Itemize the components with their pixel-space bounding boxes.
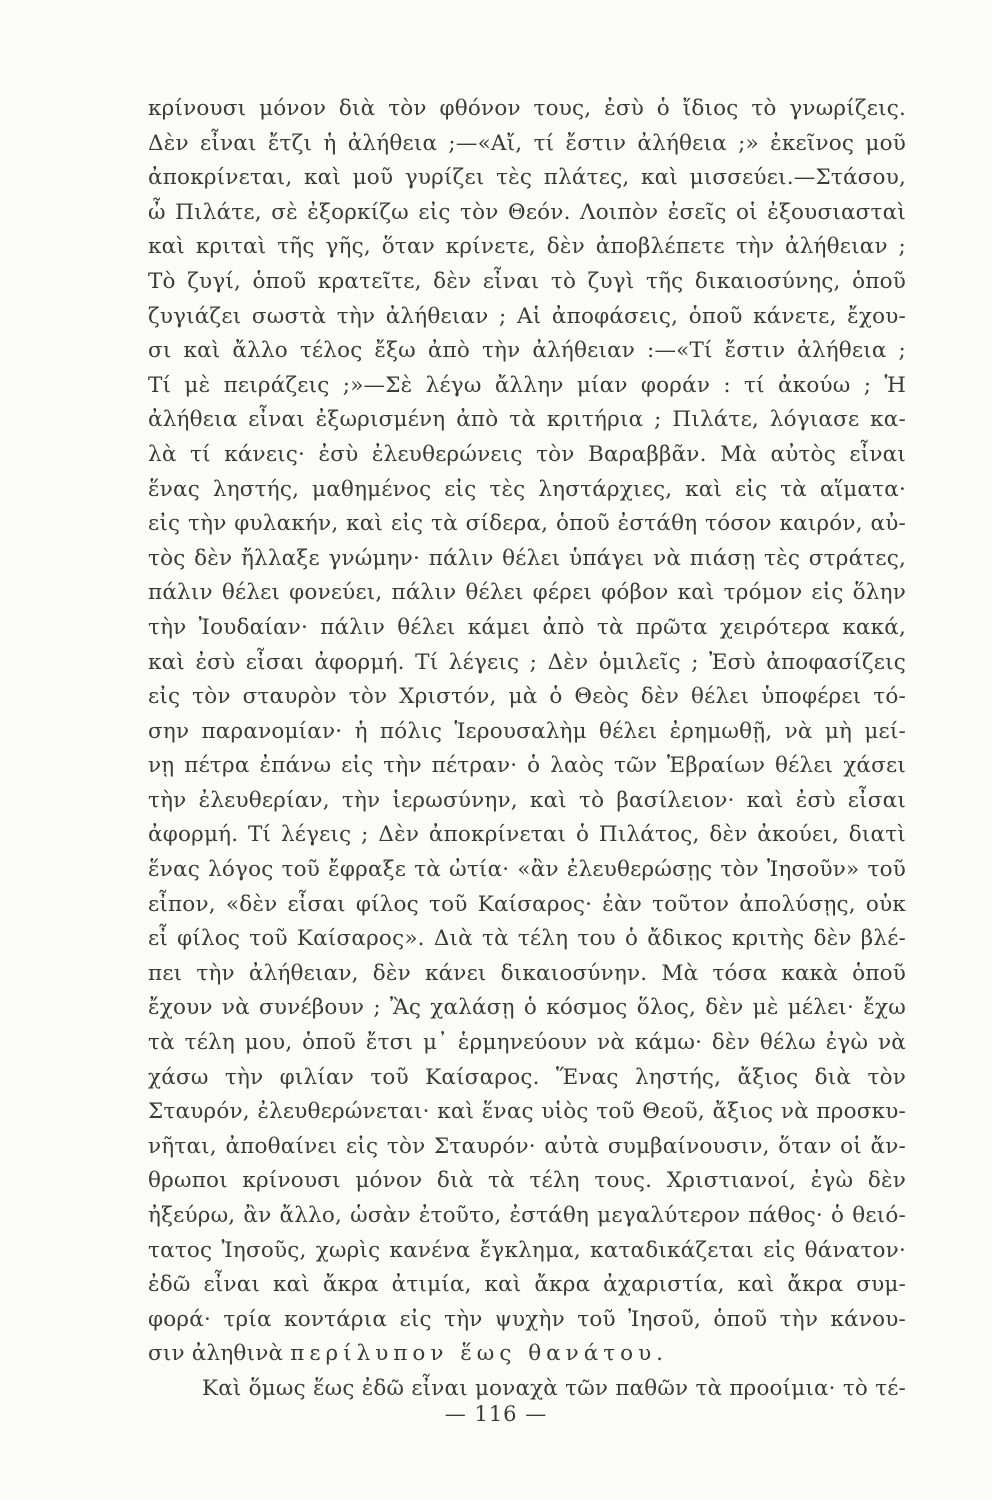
text-line: ζυγιάζει σωστὰ τὴν ἀλήθειαν ; Αἱ ἀποφάσεις, ὁποῦ κάνετε, ἔχου- [148,303,906,329]
text-line-new-paragraph: Καὶ ὅμως ἕως ἐδῶ εἶναι μοναχὰ τῶν παθῶν τὰ προοίμια· τὸ τέ- [202,1375,906,1401]
text-line: σι καὶ ἄλλο τέλος ἔξω ἀπὸ τὴν ἀλήθειαν :—«Τί ἔστιν ἀλήθεια ; [148,338,906,364]
text-line: νῃ πέτρα ἐπάνω εἰς τὴν πέτραν· ὁ λαὸς τῶν Ἑβραίων θέλει χάσει [148,753,906,779]
text-line: πάλιν θέλει φονεύει, πάλιν θέλει φέρει φόβον καὶ τρόμον εἰς ὅλην [148,580,906,606]
text-line: χάσω τὴν φιλίαν τοῦ Καίσαρος. Ἕνας ληστής, ἄξιος διὰ τὸν [148,1064,906,1090]
text-line: Δὲν εἶναι ἔτζι ἡ ἀλήθεια ;—«Αἴ, τί ἔστιν ἀλήθεια ;» ἐκεῖνος μοῦ [148,130,906,156]
text-line: ὦ Πιλάτε, σὲ ἐξορκίζω εἰς τὸν Θεόν. Λοιπὸν ἐσεῖς οἱ ἐξουσιασταὶ [148,199,906,225]
text-line: πει τὴν ἀλήθειαν, δὲν κάνει δικαιοσύνην. Μὰ τόσα κακὰ ὁποῦ [148,960,906,986]
text-line: ἕνας λόγος τοῦ ἔφραξε τὰ ὠτία· «ἂν ἐλευθερώσῃς τὸν Ἰησοῦν» τοῦ [148,857,906,883]
text-line: σην παρανομίαν· ἡ πόλις Ἱερουσαλὴμ θέλει ἐρημωθῇ, νὰ μὴ μεί- [148,718,906,744]
text-line: νῆται, ἀποθαίνει εἰς τὸν Σταυρόν· αὐτὰ συμβαίνουσιν, ὅταν οἱ ἄν- [148,1133,906,1159]
text-line: ἕνας ληστής, μαθημένος εἰς τὲς ληστάρχιες, καὶ εἰς τὰ αἵματα· [148,476,906,502]
paragraph-end-text: σιν ἀληθινὰ [148,1341,284,1367]
text-line: ἀφορμή. Τί λέγεις ; Δὲν ἀποκρίνεται ὁ Πιλάτος, δὲν ἀκούει, διατὶ [148,822,906,848]
text-line: εἶπον, «δὲν εἶσαι φίλος τοῦ Καίσαρος· ἐὰν τοῦτον ἀπολύσῃς, οὐκ [148,891,906,917]
text-line: καὶ κριταὶ τῆς γῆς, ὅταν κρίνετε, δὲν ἀποβλέπετε τὴν ἀλήθειαν ; [148,234,906,260]
text-line: ἐδῶ εἶναι καὶ ἄκρα ἀτιμία, καὶ ἄκρα ἀχαριστία, καὶ ἄκρα συμ- [148,1272,906,1298]
text-line: τὴν ἐλευθερίαν, τὴν ἱερωσύνην, καὶ τὸ βασίλειον· καὶ ἐσὺ εἶσαι [148,787,906,813]
text-line: τὸς δὲν ἤλλαξε γνώμην· πάλιν θέλει ὑπάγει νὰ πιάσῃ τὲς στράτες, [148,545,906,571]
text-line: φορά· τρία κοντάρια εἰς τὴν ψυχὴν τοῦ Ἰησοῦ, ὁποῦ τὴν κάνου- [148,1306,906,1332]
text-line: εἶ φίλος τοῦ Καίσαρος». Διὰ τὰ τέλη του ὁ ἄδικος κριτὴς δὲν βλέ- [148,926,906,952]
page-number: — 116 — [444,1402,548,1426]
text-line: Τὸ ζυγί, ὁποῦ κρατεῖτε, δὲν εἶναι τὸ ζυγὶ τῆς δικαιοσύνης, ὁποῦ [148,268,906,294]
spaced-emphasis-text: περίλυπον ἕως θανάτου. [290,1341,669,1367]
text-line: εἰς τὴν φυλακήν, καὶ εἰς τὰ σίδερα, ὁποῦ ἐστάθη τόσον καιρόν, αὐ- [148,511,906,537]
page-body-text [148,92,906,1407]
text-line: εἰς τὸν σταυρὸν τὸν Χριστόν, μὰ ὁ Θεὸς δὲν θέλει ὑποφέρει τό- [148,684,906,710]
text-line: καὶ ἐσὺ εἶσαι ἀφορμή. Τί λέγεις ; Δὲν ὁμιλεῖς ; Ἐσὺ ἀποφασίζεις [148,649,906,675]
text-line: θρωποι κρίνουσι μόνον διὰ τὰ τέλη τους. Χριστιανοί, ἐγὼ δὲν [148,1168,906,1194]
text-line: τὴν Ἰουδαίαν· πάλιν θέλει κάμει ἀπὸ τὰ πρῶτα χειρότερα κακά, [148,614,906,640]
text-line: Σταυρόν, ἐλευθερώνεται· καὶ ἕνας υἱὸς τοῦ Θεοῦ, ἄξιος νὰ προσκυ- [148,1099,906,1125]
text-line: λὰ τί κάνεις· ἐσὺ ἐλευθερώνεις τὸν Βαραββᾶν. Μὰ αὐτὸς εἶναι [148,441,906,467]
text-line: κρίνουσι μόνον διὰ τὸν φθόνον τους, ἐσὺ ὁ ἴδιος τὸ γνωρίζεις. [148,96,906,121]
text-line: ἠξεύρω, ἂν ἄλλο, ὡσὰν ἐτοῦτο, ἐστάθη μεγαλύτερον πάθος· ὁ θειό- [148,1203,906,1228]
text-line: Τί μὲ πειράζεις ;»—Σὲ λέγω ἄλλην μίαν φοράν : τί ἀκούω ; Ἡ [148,372,906,398]
text-line-paragraph-end [148,1337,906,1372]
text-line: ἀλήθεια εἶναι ἐξωρισμένη ἀπὸ τὰ κριτήρια ; Πιλάτε, λόγιασε κα- [148,407,906,433]
text-line: τατος Ἰησοῦς, χωρὶς κανένα ἔγκλημα, καταδικάζεται εἰς θάνατον· [148,1237,906,1263]
text-line: τὰ τέλη μου, ὁποῦ ἔτσι μ᾽ ἑρμηνεύουν νὰ κάμω· δὲν θέλω ἐγὼ νὰ [148,1030,906,1056]
text-line: ἔχουν νὰ συνέβουν ; Ἂς χαλάσῃ ὁ κόσμος ὅλος, δὲν μὲ μέλει· ἔχω [148,995,906,1021]
text-line: ἀποκρίνεται, καὶ μοῦ γυρίζει τὲς πλάτες, καὶ μισσεύει.—Στάσου, [148,165,906,191]
